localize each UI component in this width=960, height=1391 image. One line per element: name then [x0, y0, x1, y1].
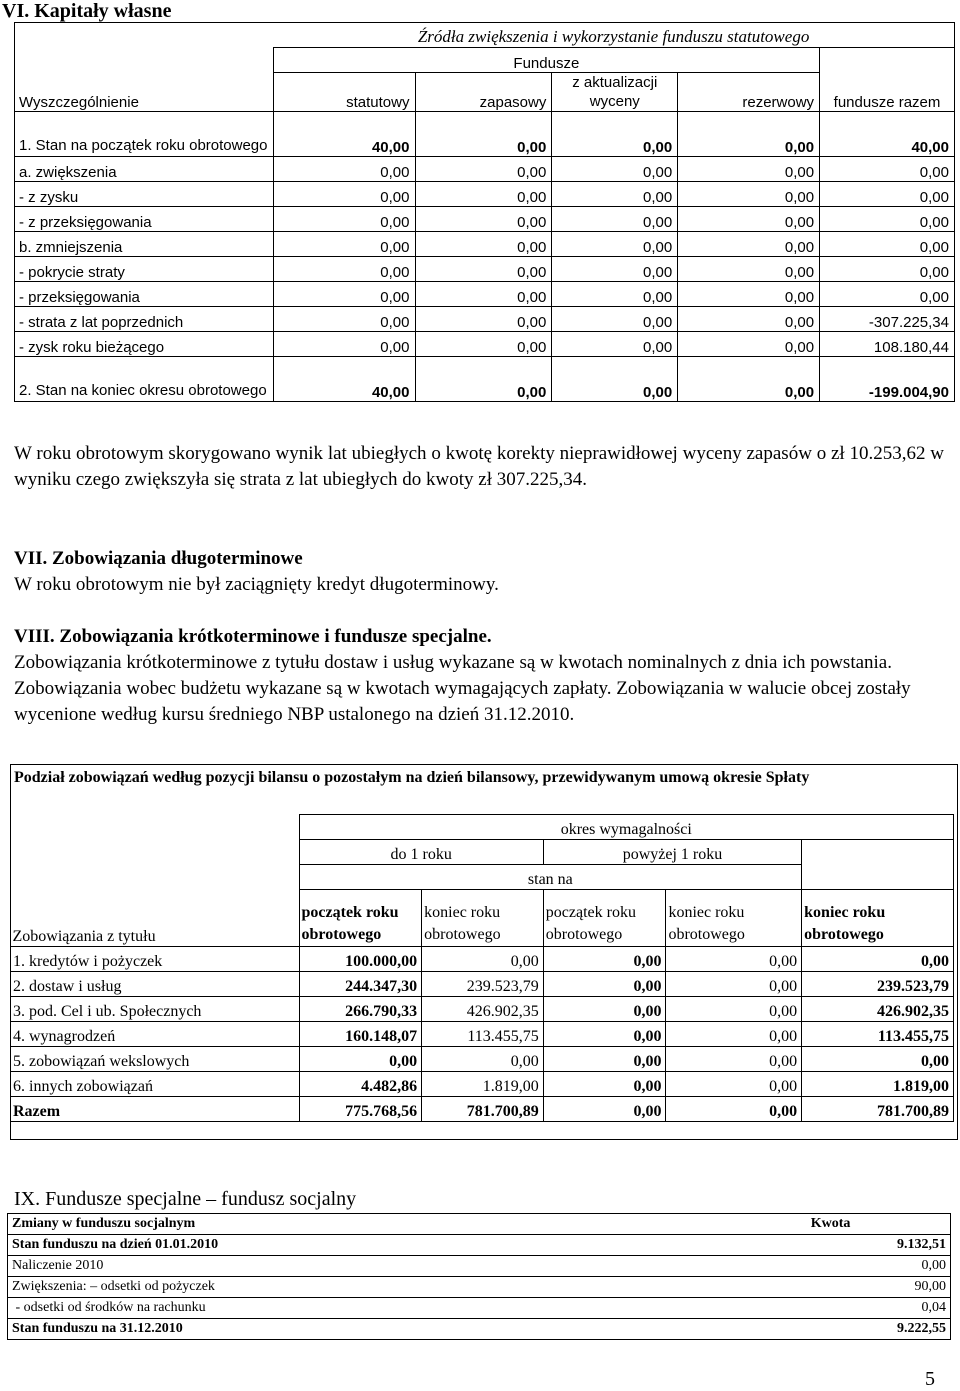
equity-row-label: - z zysku: [15, 182, 274, 207]
equity-row-label: 2. Stan na koniec okresu obrotowego: [15, 357, 274, 402]
col-header-end-1: koniec roku obrotowego: [422, 890, 544, 947]
equity-cell: 0,00: [678, 332, 820, 357]
subheader-over-1y: powyżej 1 roku: [543, 840, 801, 865]
equity-cell: 0,00: [415, 257, 552, 282]
col-header-start-1: początek roku obrotowego: [299, 890, 422, 947]
col-header-reserve: zapasowy: [415, 73, 552, 112]
liability-row: [11, 1047, 954, 1072]
col-header-end-2: koniec roku obrotowego: [666, 890, 802, 947]
liability-row: [11, 972, 954, 997]
col-header-total: fundusze razem: [820, 48, 955, 112]
liability-row: [11, 1072, 954, 1097]
equity-table: [14, 22, 955, 402]
liability-row-label: Razem: [11, 1097, 300, 1122]
equity-cell: 0,00: [820, 182, 955, 207]
liability-cell: 781.700,89: [422, 1097, 544, 1122]
liability-cell: 1.819,00: [422, 1072, 544, 1097]
col-header-statutory: statutowy: [273, 73, 415, 112]
equity-row: [15, 182, 955, 207]
equity-cell: 0,00: [273, 232, 415, 257]
equity-cell: 108.180,44: [820, 332, 955, 357]
equity-row: [15, 257, 955, 282]
social-fund-label: - odsetki od środków na rachunku: [8, 1298, 527, 1319]
liability-row: [11, 1097, 954, 1122]
equity-row-label: 1. Stan na początek roku obrotowego: [15, 112, 274, 157]
liability-cell: 0,00: [666, 1072, 802, 1097]
liability-cell: 0,00: [666, 997, 802, 1022]
equity-cell: 0,00: [678, 307, 820, 332]
liability-cell: 113.455,75: [802, 1022, 954, 1047]
section-9-heading: IX. Fundusze specjalne – fundusz socjalny: [14, 1188, 357, 1210]
liability-cell: 781.700,89: [802, 1097, 954, 1122]
liability-cell: 0,00: [666, 1047, 802, 1072]
liability-row-label: 5. zobowiązań wekslowych: [11, 1047, 300, 1072]
social-fund-row: [8, 1235, 951, 1256]
equity-row-label: - strata z lat poprzednich: [15, 307, 274, 332]
equity-row: [15, 357, 955, 402]
liability-cell: 0,00: [543, 972, 666, 997]
equity-cell: 0,00: [415, 357, 552, 402]
equity-cell: 0,00: [678, 112, 820, 157]
liability-row-label: 6. innych zobowiązań: [11, 1072, 300, 1097]
equity-cell: 0,00: [415, 282, 552, 307]
equity-row-label: a. zwiększenia: [15, 157, 274, 182]
equity-cell: 0,00: [552, 332, 678, 357]
social-fund-row: [8, 1298, 951, 1319]
liability-cell: 0,00: [666, 1097, 802, 1122]
col-header-start-2: początek roku obrotowego: [543, 890, 666, 947]
liability-row: [11, 947, 954, 972]
equity-cell: 0,00: [415, 157, 552, 182]
equity-cell: 40,00: [820, 112, 955, 157]
social-fund-value: 90,00: [527, 1277, 951, 1298]
liability-cell: 426.902,35: [802, 997, 954, 1022]
social-fund-value: 0,00: [527, 1256, 951, 1277]
liability-cell: 0,00: [802, 1047, 954, 1072]
equity-cell: 0,00: [552, 112, 678, 157]
social-fund-row: [8, 1277, 951, 1298]
equity-cell: 0,00: [273, 257, 415, 282]
section-8-heading: VIII. Zobowiązania krótkoterminowe i fundusze specjalne.: [14, 626, 492, 647]
equity-cell: 0,00: [820, 157, 955, 182]
liability-cell: 4.482,86: [299, 1072, 422, 1097]
liabilities-title: Podział zobowiązań według pozycji bilansu o pozostałym na dzień bilansowy, przewidywanym umową okresie Spłaty: [14, 769, 810, 786]
section-8-text: Zobowiązania krótkoterminowe z tytułu dostaw i usług wykazane są w kwotach nominalnych z dnia ich powstania. Zobowiązania wobec budżetu wykazane są w kwotach wymagających zapłaty. Zobowiązania w walucie obcej zostały wycenione według kursu średniego NBP ustalonego na dzień 31.12.2010.: [14, 652, 911, 725]
social-fund-row: [8, 1256, 951, 1277]
equity-cell: 0,00: [415, 232, 552, 257]
equity-cell: 0,00: [678, 207, 820, 232]
equity-cell: 0,00: [820, 232, 955, 257]
liability-cell: 0,00: [543, 1022, 666, 1047]
liability-cell: 100.000,00: [299, 947, 422, 972]
equity-cell: 0,00: [415, 332, 552, 357]
equity-row-label: - pokrycie straty: [15, 257, 274, 282]
col-header-desc: Wyszczególnienie: [15, 48, 274, 112]
equity-row: [15, 282, 955, 307]
equity-cell: 0,00: [678, 282, 820, 307]
equity-cell: 0,00: [552, 257, 678, 282]
page-number: 5: [925, 1368, 935, 1390]
liability-row-label: 1. kredytów i pożyczek: [11, 947, 300, 972]
liabilities-table: [10, 814, 954, 1122]
equity-cell: 0,00: [552, 232, 678, 257]
equity-cell: 0,00: [273, 182, 415, 207]
subheader-as-of: stan na: [299, 865, 802, 890]
liability-cell: 0,00: [666, 972, 802, 997]
equity-row: [15, 332, 955, 357]
liability-cell: 0,00: [543, 1047, 666, 1072]
social-fund-label: Naliczenie 2010: [8, 1256, 527, 1277]
liability-cell: 775.768,56: [299, 1097, 422, 1122]
liability-cell: 244.347,30: [299, 972, 422, 997]
equity-cell: 0,00: [273, 157, 415, 182]
equity-row: [15, 307, 955, 332]
liability-cell: 0,00: [543, 947, 666, 972]
social-fund-table: [7, 1213, 951, 1340]
equity-caption: Źródła zwiększenia i wykorzystanie funduszu statutowego: [273, 23, 954, 48]
equity-cell: 0,00: [273, 332, 415, 357]
liability-cell: 0,00: [543, 1097, 666, 1122]
liability-cell: 113.455,75: [422, 1022, 544, 1047]
equity-cell: 0,00: [820, 282, 955, 307]
equity-row: [15, 207, 955, 232]
liability-cell: 0,00: [543, 997, 666, 1022]
col-header-revaluation: z aktualizacji wyceny: [552, 73, 678, 112]
liability-cell: 266.790,33: [299, 997, 422, 1022]
col-header-changes: Zmiany w funduszu socjalnym: [8, 1214, 527, 1235]
section-7-heading: VII. Zobowiązania długoterminowe: [14, 548, 303, 569]
equity-cell: 0,00: [273, 207, 415, 232]
equity-cell: 0,00: [415, 112, 552, 157]
equity-cell: 0,00: [273, 282, 415, 307]
equity-cell: -199.004,90: [820, 357, 955, 402]
equity-cell: 40,00: [273, 357, 415, 402]
group-header-funds: Fundusze: [273, 48, 819, 73]
equity-cell: 0,00: [678, 182, 820, 207]
section-6-heading: VI. Kapitały własne: [2, 0, 172, 22]
col-header-other-reserve: rezerwowy: [678, 73, 820, 112]
liability-cell: 426.902,35: [422, 997, 544, 1022]
social-fund-value: 9.132,51: [527, 1235, 951, 1256]
equity-row-label: - zysk roku bieżącego: [15, 332, 274, 357]
equity-cell: 0,00: [415, 182, 552, 207]
equity-cell: 0,00: [678, 357, 820, 402]
equity-cell: 40,00: [273, 112, 415, 157]
equity-cell: 0,00: [678, 257, 820, 282]
equity-cell: 0,00: [415, 207, 552, 232]
col-header-liability: Zobowiązania z tytułu: [11, 815, 300, 947]
liability-cell: 0,00: [299, 1047, 422, 1072]
social-fund-label: Zwiększenia: – odsetki od pożyczek: [8, 1277, 527, 1298]
equity-row: [15, 232, 955, 257]
liability-cell: 239.523,79: [422, 972, 544, 997]
liability-cell: 0,00: [802, 947, 954, 972]
liability-cell: 0,00: [666, 1022, 802, 1047]
equity-cell: 0,00: [678, 157, 820, 182]
liability-cell: 1.819,00: [802, 1072, 954, 1097]
equity-cell: 0,00: [678, 232, 820, 257]
equity-cell: 0,00: [552, 182, 678, 207]
liability-row: [11, 997, 954, 1022]
section-7-text: W roku obrotowym nie był zaciągnięty kredyt długoterminowy.: [14, 574, 499, 595]
social-fund-label: Stan funduszu na dzień 01.01.2010: [8, 1235, 527, 1256]
liability-cell: 239.523,79: [802, 972, 954, 997]
social-fund-row: [8, 1319, 951, 1340]
liability-row-label: 3. pod. Cel i ub. Społecznych: [11, 997, 300, 1022]
equity-cell: 0,00: [273, 307, 415, 332]
liability-cell: 0,00: [422, 947, 544, 972]
col-header-amount: Kwota: [527, 1214, 951, 1235]
liability-cell: 0,00: [666, 947, 802, 972]
equity-note: W roku obrotowym skorygowano wynik lat ubiegłych o kwotę korekty nieprawidłowej wyceny zapasów o zł 10.253,62 w wyniku czego zwiększyła się strata z lat ubiegłych do kwoty zł 307.225,34.: [14, 443, 944, 490]
col-header-end-total: koniec roku obrotowego: [802, 890, 954, 947]
social-fund-value: 9.222,55: [527, 1319, 951, 1340]
equity-cell: 0,00: [552, 157, 678, 182]
equity-cell: 0,00: [820, 207, 955, 232]
liability-cell: 160.148,07: [299, 1022, 422, 1047]
group-header-maturity: okres wymagalności: [299, 815, 953, 840]
equity-row-label: - przeksięgowania: [15, 282, 274, 307]
equity-cell: -307.225,34: [820, 307, 955, 332]
liability-cell: 0,00: [543, 1072, 666, 1097]
equity-row: [15, 112, 955, 157]
social-fund-label: Stan funduszu na 31.12.2010: [8, 1319, 527, 1340]
equity-row-label: - z przeksięgowania: [15, 207, 274, 232]
liability-cell: 0,00: [422, 1047, 544, 1072]
equity-cell: 0,00: [552, 282, 678, 307]
equity-cell: 0,00: [552, 307, 678, 332]
social-fund-value: 0,04: [527, 1298, 951, 1319]
subheader-up-to-1y: do 1 roku: [299, 840, 543, 865]
liability-row: [11, 1022, 954, 1047]
equity-row: [15, 157, 955, 182]
liability-row-label: 2. dostaw i usług: [11, 972, 300, 997]
equity-cell: 0,00: [820, 257, 955, 282]
equity-cell: 0,00: [415, 307, 552, 332]
equity-row-label: b. zmniejszenia: [15, 232, 274, 257]
equity-cell: 0,00: [552, 357, 678, 402]
equity-cell: 0,00: [552, 207, 678, 232]
liability-row-label: 4. wynagrodzeń: [11, 1022, 300, 1047]
